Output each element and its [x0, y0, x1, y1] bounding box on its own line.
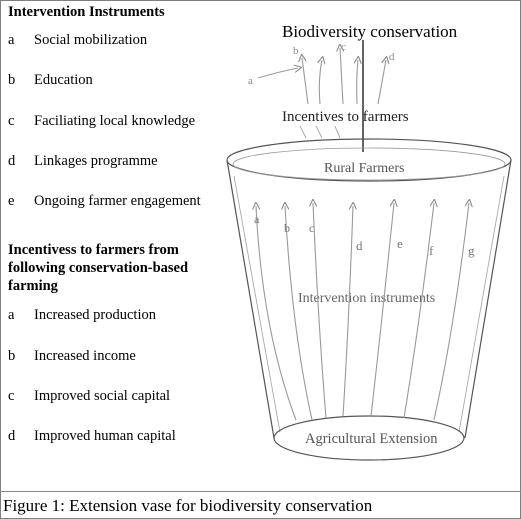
- caption-divider: [0, 491, 521, 492]
- top-letter-b: b: [293, 45, 299, 57]
- incentives-heading-line-1: Incentivess to farmers from: [8, 242, 179, 258]
- agricultural-extension-label: Agricultural Extension: [305, 431, 438, 447]
- inner-letter-d: d: [356, 238, 363, 253]
- top-arrows: [258, 48, 386, 104]
- item-key: d: [8, 153, 16, 169]
- item-label: Improved human capital: [34, 428, 176, 444]
- vase-right-side: [465, 160, 511, 438]
- incentives-heading-line-2: following conservation-based: [8, 260, 189, 276]
- item-label: Education: [34, 72, 93, 88]
- item-key: c: [8, 388, 15, 404]
- arrow-up-extra-1: [319, 60, 322, 104]
- inner-letter-g: g: [468, 243, 475, 258]
- inner-arrow-d: [343, 206, 353, 416]
- inner-letter-c: c: [309, 221, 315, 235]
- item-key: a: [8, 307, 15, 323]
- arrow-up-a: [258, 68, 298, 78]
- inner-letter-b: b: [284, 221, 290, 235]
- inner-letter-a: a: [254, 212, 260, 226]
- item-label: Improved social capital: [34, 388, 171, 404]
- inner-arrow-c: [313, 203, 326, 418]
- incentives-heading-line-3: farming: [8, 278, 58, 294]
- item-label: Increased income: [34, 348, 136, 364]
- top-letter-d: d: [389, 51, 395, 63]
- intervention-heading: Intervention Instruments: [8, 4, 165, 20]
- intervention-instruments-label: Intervention instruments: [298, 291, 436, 306]
- item-label: Increased production: [34, 307, 156, 323]
- inner-arrow-b: [285, 206, 315, 420]
- inner-letter-e: e: [397, 236, 403, 251]
- item-key: d: [8, 428, 16, 444]
- inner-arrow-g: [434, 203, 469, 420]
- figure-caption: Figure 1: Extension vase for biodiversity conservation: [3, 496, 373, 515]
- vase-left-side: [227, 160, 274, 438]
- item-key: b: [8, 72, 16, 88]
- inner-arrow-f: [404, 203, 434, 418]
- rural-farmers-label: Rural Farmers: [324, 161, 405, 176]
- top-letter-c: c: [341, 41, 346, 53]
- item-key: b: [8, 348, 16, 364]
- inner-arrow-e: [371, 203, 394, 416]
- item-label: Faciliating local knowledge: [34, 113, 196, 129]
- incentive-ticks: [300, 126, 340, 138]
- top-letter-a: a: [248, 75, 253, 87]
- inner-letter-f: f: [429, 243, 434, 258]
- biodiversity-conservation-label: Biodiversity conservation: [282, 22, 458, 41]
- item-key: a: [8, 32, 15, 48]
- arrow-up-c: [340, 48, 343, 104]
- inner-arrows: [256, 203, 469, 420]
- item-key: e: [8, 193, 15, 209]
- inner-arrow-a: [256, 206, 296, 420]
- item-key: c: [8, 113, 15, 129]
- item-label: Ongoing farmer engagement: [34, 193, 201, 209]
- arrow-up-d: [378, 60, 386, 104]
- item-label: Linkages programme: [34, 153, 158, 169]
- arrow-up-extra-2: [357, 60, 358, 104]
- arrow-up-b: [302, 58, 308, 104]
- item-label: Social mobilization: [34, 32, 148, 48]
- incentives-to-farmers-label: Incentives to farmers: [282, 109, 409, 125]
